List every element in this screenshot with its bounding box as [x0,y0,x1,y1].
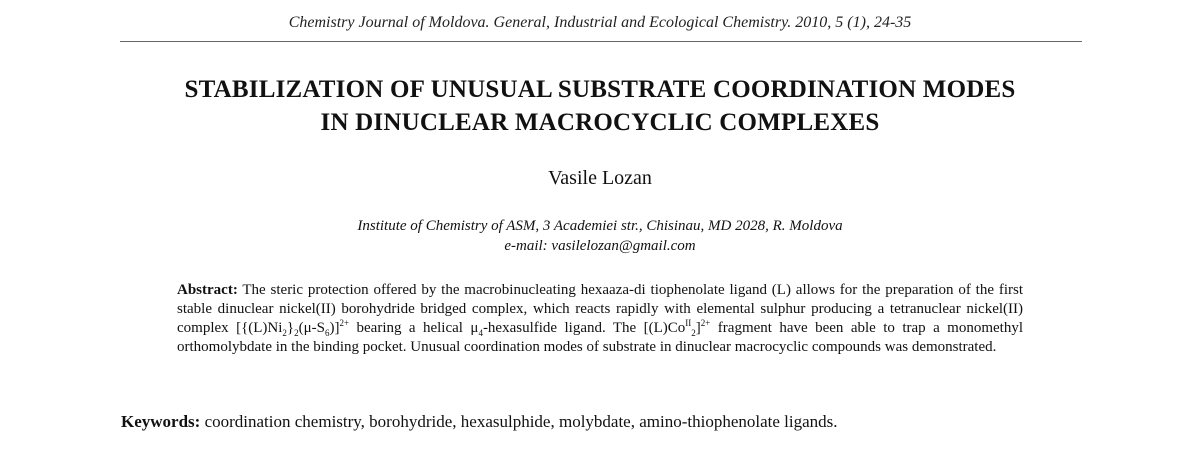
abstract-text: } [286,320,295,336]
abstract [177,281,1023,357]
title-line-1: STABILIZATION OF UNUSUAL SUBSTRATE COORDINATION MODES [184,76,1016,103]
abstract-label: Abstract: [177,282,238,298]
author-name: Vasile Lozan [548,167,652,189]
abstract-subscript: 6 [325,328,330,338]
abstract-text: )] [329,320,340,336]
abstract-subscript: 2 [282,328,287,338]
abstract-text: fragment have been able to trap a monomethyl orthomolybdate in the binding pocket. Unusual coordination modes of substrate in dinuclear macrocyclic compounds was demonstrated. [177,320,1023,355]
abstract-text: -hexasulfide ligand. The [(L)Co [482,320,686,336]
paper-title [100,73,1100,139]
abstract-text: The steric protection offered by the macrobinucleating hexaaza-di tiophenolate ligand (L) allows for the preparation of the first stable dinuclear nickel(II) borohydride bridged complex, which reacts rapidly with elemental sulphur producing a tetranuclear nickel(II) complex [{(L)Ni [177,282,1023,336]
abstract-subscript: 2 [294,328,299,338]
keywords [121,412,1081,432]
abstract-superscript: II [685,318,692,328]
abstract-subscript: 4 [478,328,483,338]
header-divider [120,41,1082,42]
affiliation [200,216,1000,256]
abstract-text: ] [695,320,701,336]
title-line-2: IN DINUCLEAR MACROCYCLIC COMPLEXES [320,109,880,136]
abstract-text: bearing a helical μ [349,320,479,336]
abstract-text: (μ-S [298,320,325,336]
journal-header: Chemistry Journal of Moldova. General, Industrial and Ecological Chemistry. 2010, 5 (1), 24-35 [288,14,912,31]
keywords-label: Keywords: [121,412,201,431]
abstract-subscript: 2 [691,328,696,338]
keywords-text: coordination chemistry, borohydride, hexasulphide, molybdate, amino-thiophenolate ligands. [200,412,838,431]
affiliation-institute: Institute of Chemistry of ASM, 3 Academiei str., Chisinau, MD 2028, R. Moldova [357,218,843,234]
abstract-superscript: 2+ [700,318,711,328]
abstract-superscript: 2+ [339,318,350,328]
affiliation-email: e-mail: vasilelozan@gmail.com [504,238,696,254]
